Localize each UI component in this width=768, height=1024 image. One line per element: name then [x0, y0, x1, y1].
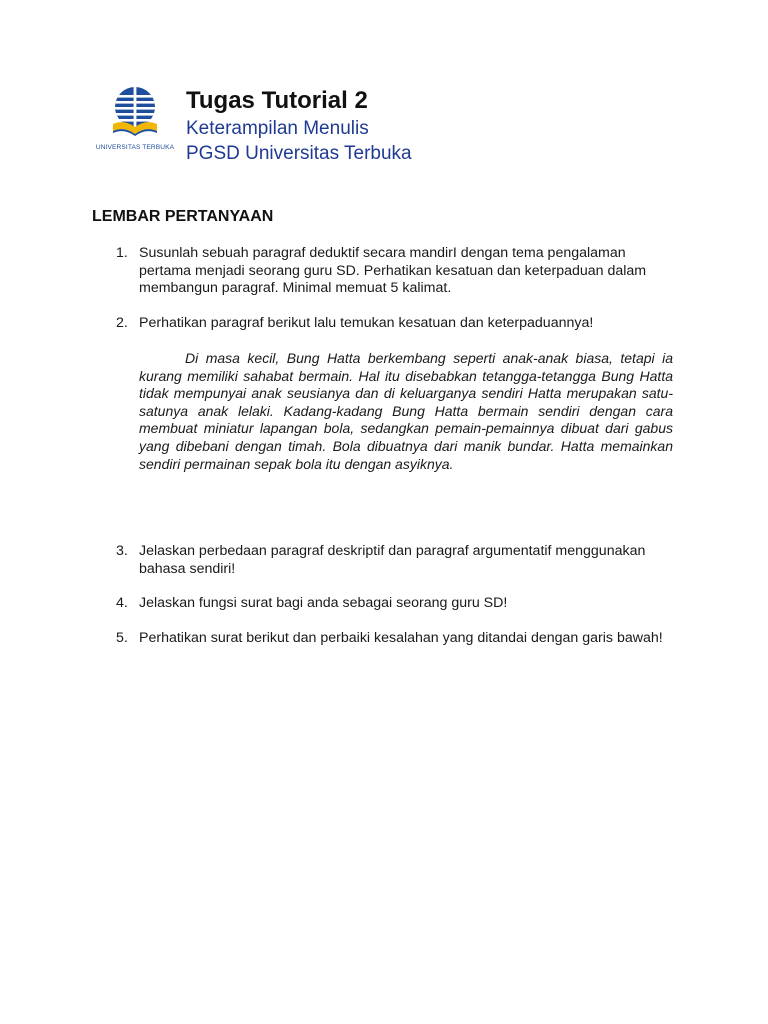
section-heading: LEMBAR PERTANYAAN: [92, 208, 274, 225]
question-number: 4.: [116, 595, 128, 611]
program-name: PGSD Universitas Terbuka: [186, 143, 412, 164]
question-number: 3.: [116, 543, 128, 559]
question-item: [116, 630, 676, 648]
question-text: Perhatikan surat berikut dan perbaiki kesalahan yang ditandai dengan garis bawah!: [139, 630, 663, 646]
question-text: Perhatikan paragraf berikut lalu temukan kesatuan dan keterpaduannya!: [139, 315, 594, 331]
university-logo: [92, 86, 178, 156]
course-name: Keterampilan Menulis: [186, 118, 369, 139]
document-title: Tugas Tutorial 2: [186, 87, 368, 114]
universitas-terbuka-emblem-icon: [110, 86, 160, 142]
question-item: [116, 315, 676, 333]
question-text: Jelaskan perbedaan paragraf deskriptif dan paragraf argumentatif menggunakan bahasa sendiri!: [139, 543, 646, 577]
question-text: Susunlah sebuah paragraf deduktif secara mandirI dengan tema pengalaman pertama menjadi seorang guru SD. Perhatikan kesatuan dan keterpaduan dalam membangun paragraf. Minimal memuat 5 kalimat.: [139, 245, 647, 297]
question-item: [116, 245, 676, 298]
question-number: 5.: [116, 630, 128, 646]
logo-wordmark: UNIVERSITAS TERBUKA: [95, 144, 175, 151]
question-item: [116, 543, 676, 578]
quoted-paragraph: Di masa kecil, Bung Hatta berkembang seperti anak-anak biasa, tetapi ia kurang memiliki sahabat bermain. Hal itu disebabkan tetangga-tetangga Bung Hatta tidak mempunyai anak seusianya dan di keluarganya sendiri Hatta merupakan satu-satunya anak lelaki. Kadang-kadang Bung Hatta bermain sendiri dengan cara membuat miniatur lapangan bola, sedangkan pemain-pemainnya dibuat dari gabus yang dibebani dengan timah. Bola dibuatnya dari manik bundar. Hatta memainkan sendiri permainan sepak bola itu dengan asyiknya.: [139, 350, 673, 472]
question-item: [116, 595, 676, 613]
question-number: 1.: [116, 245, 128, 261]
header-title-block: [186, 86, 412, 166]
question-text: Jelaskan fungsi surat bagi anda sebagai seorang guru SD!: [139, 595, 508, 611]
question-number: 2.: [116, 315, 128, 331]
